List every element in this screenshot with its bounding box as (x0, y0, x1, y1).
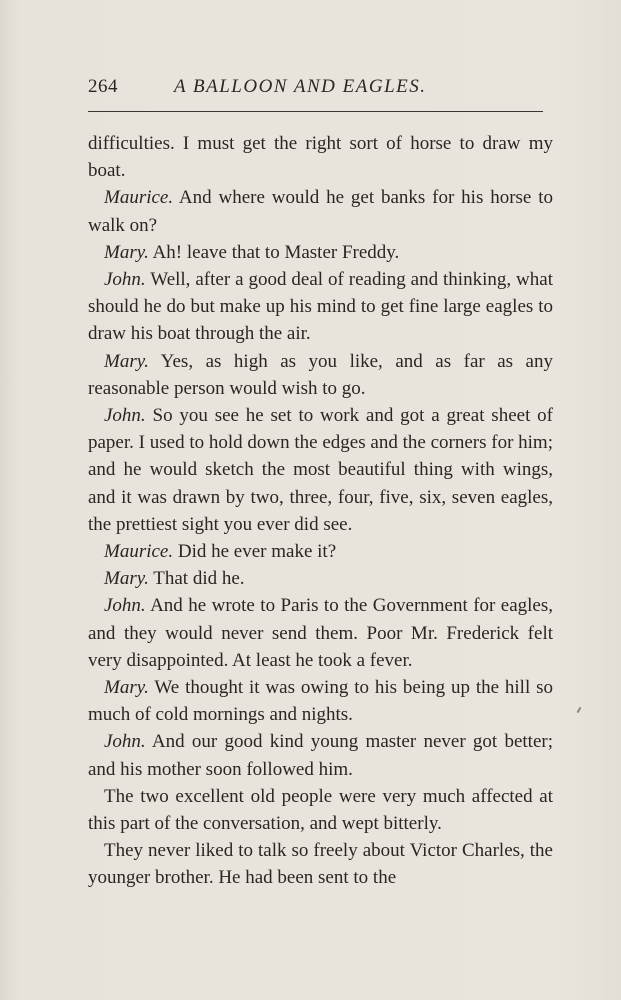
paragraph (88, 130, 553, 184)
paragraph (88, 266, 553, 348)
paragraph (88, 348, 553, 402)
paragraph-speaker: Maurice. (104, 187, 174, 209)
paragraph (88, 592, 553, 674)
page-number: 264 (88, 76, 118, 97)
paragraph (88, 184, 553, 238)
paragraph (88, 538, 553, 565)
paragraph-speaker: Mary. (104, 241, 149, 263)
paragraph-text: We thought it was owing to his being up the hill so much of cold mornings and nights. (88, 677, 553, 726)
body-text (88, 130, 553, 892)
paragraph-speaker: Maurice. (104, 541, 174, 563)
paragraph (88, 783, 553, 837)
paragraph (88, 837, 553, 891)
paper-speck (577, 707, 582, 713)
paragraph-text: The two excellent old people were very much affected at this part of the conversation, and wept bitterly. (88, 785, 553, 835)
paragraph-speaker: John. (104, 405, 146, 427)
paragraph-speaker: John. (104, 269, 146, 291)
paragraph (88, 565, 553, 592)
paragraph (88, 402, 553, 538)
paragraph-speaker: John. (104, 595, 146, 617)
paragraph-speaker: Mary. (104, 350, 149, 372)
paragraph (88, 239, 553, 266)
paragraph-text: Did he ever make it? (173, 541, 337, 563)
paragraph (88, 674, 553, 728)
paragraph-text: Well, after a good deal of reading and thinking, what should he do but make up his mind to get fine large eagles to draw his boat through the air. (88, 269, 553, 345)
paragraph-text: Yes, as high as you like, and as far as any reasonable person would wish to go. (88, 350, 553, 399)
paragraph-speaker: John. (104, 731, 146, 753)
paragraph-text: And where would he get banks for his horse to walk on? (88, 187, 553, 236)
paragraph-text: They never liked to talk so freely about Victor Charles, the younger brother. He had been sent to the (88, 840, 553, 889)
paragraph-text: And he wrote to Paris to the Government for eagles, and they would never send them. Poor Mr. Frederick felt very disappointed. At least he took a fever. (88, 595, 553, 671)
paragraph-speaker: Mary. (104, 677, 149, 699)
paragraph-speaker: Mary. (104, 568, 149, 590)
paragraph-text: That did he. (148, 568, 245, 590)
page-header (88, 76, 553, 102)
paragraph-text: So you see he set to work and got a great sheet of paper. I used to hold down the edges and the corners for him; and he would sketch the most beautiful thing with wings, and it was drawn by two, three, four, five, six, seven eagles, the prettiest sight you ever did see. (88, 405, 553, 535)
paragraph-text: Ah! leave that to Master Freddy. (148, 241, 400, 263)
paragraph-text: And our good kind young master never got better; and his mother soon followed him. (88, 731, 553, 780)
header-rule (88, 111, 543, 112)
paragraph-text: difficulties. I must get the right sort of horse to draw my boat. (88, 133, 553, 182)
running-title: A BALLOON AND EAGLES. (174, 76, 427, 97)
paragraph (88, 728, 553, 782)
